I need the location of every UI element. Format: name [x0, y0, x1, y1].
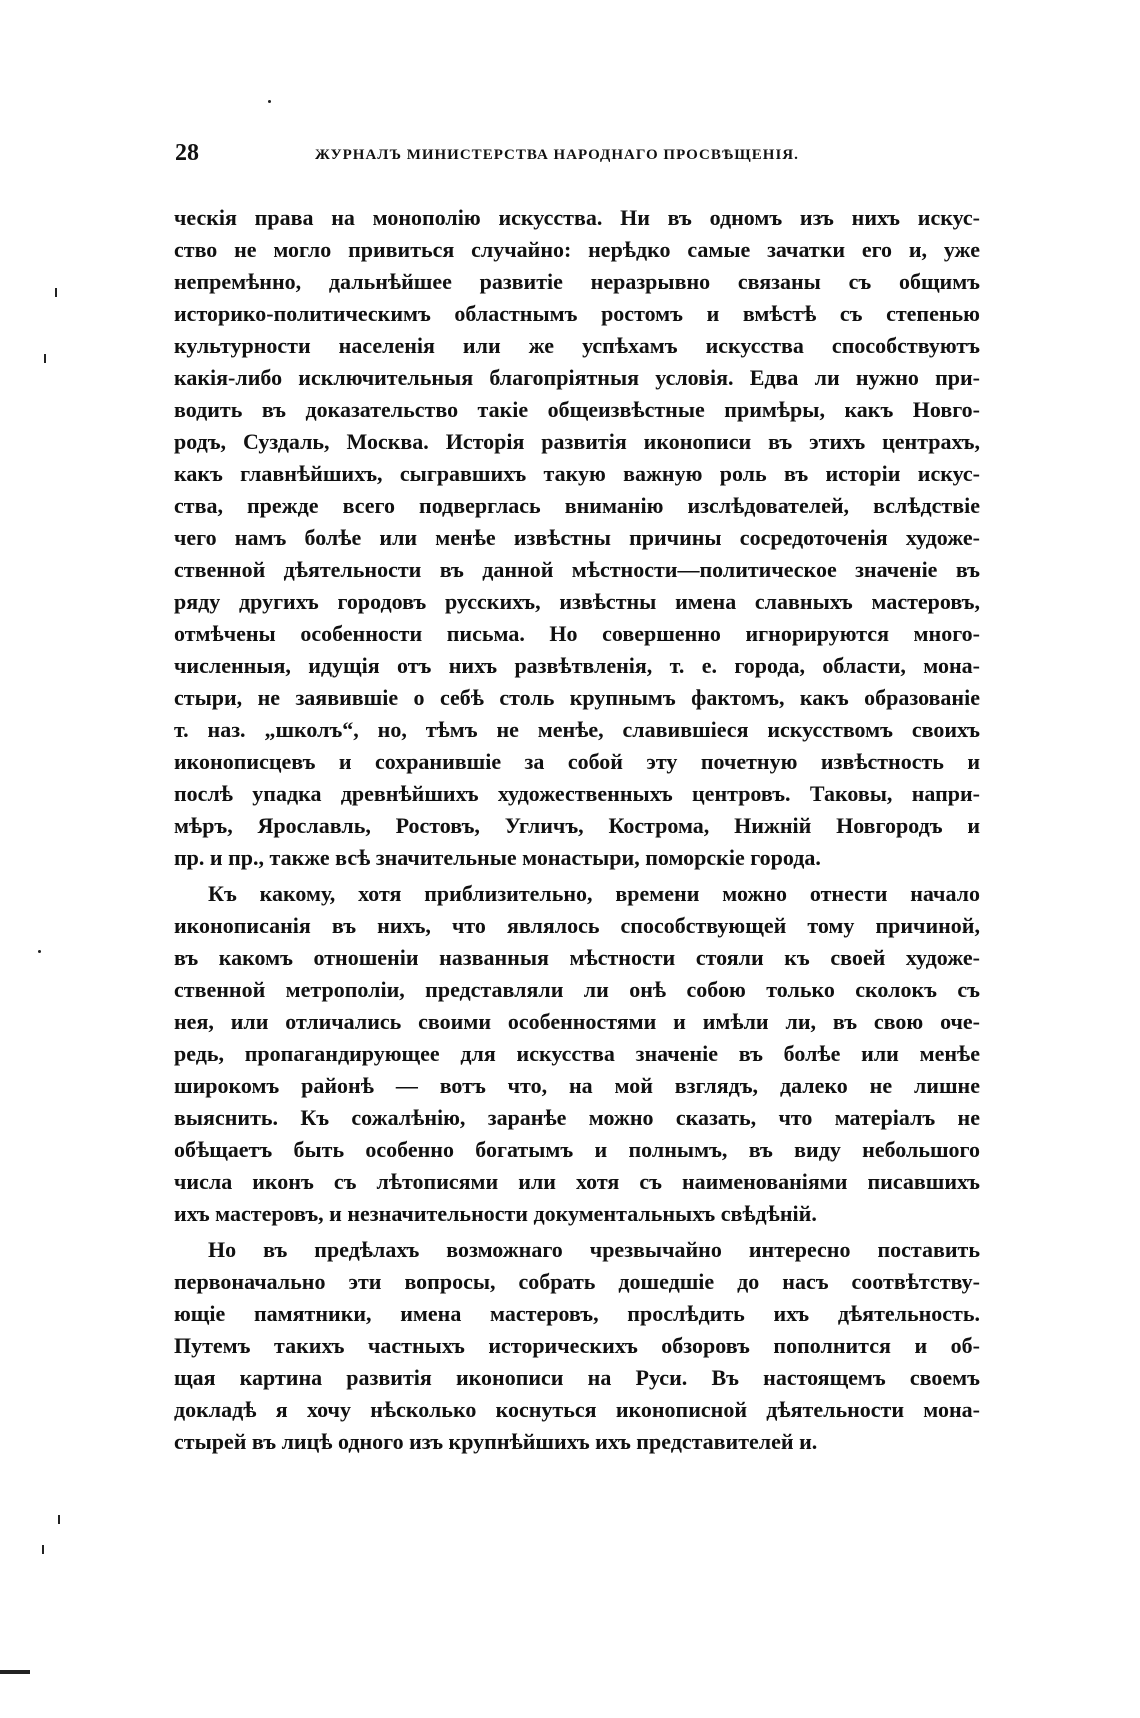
page-number: 28 — [175, 140, 199, 166]
text-line: какъ главнѣйшихъ, сыгравшихъ такую важную роль въ исторіи искус- — [174, 461, 980, 486]
text-line: культурности населенія или же успѣхамъ искусства способствуютъ — [174, 333, 980, 358]
text-line: первоначально эти вопросы, собрать дошедшіе до насъ соотвѣтству- — [174, 1269, 980, 1294]
page-header — [175, 140, 980, 176]
text-line: чего намъ болѣе или менѣе извѣстны причины сосредоточенія художе- — [174, 525, 980, 550]
text-line: ства, прежде всего подверглась вниманію изслѣдователей, вслѣдствіе — [174, 493, 980, 518]
text-line: ющіе памятники, имена мастеровъ, прослѣдить ихъ дѣятельность. — [174, 1301, 980, 1326]
text-line: выяснить. Къ сожалѣнію, заранѣе можно сказать, что матеріалъ не — [174, 1105, 980, 1130]
text-line: водить въ доказательство такіе общеизвѣстные примѣры, какъ Новго- — [174, 397, 980, 422]
text-line: широкомъ районѣ — вотъ что, на мой взглядъ, далеко не лишне — [174, 1073, 980, 1098]
scan-speck — [42, 1545, 44, 1554]
text-line: стыри, не заявившіе о себѣ столь крупнымъ фактомъ, какъ образованіе — [174, 685, 980, 710]
text-line: отмѣчены особенности письма. Но совершенно игнорируются много- — [174, 621, 980, 646]
text-line: пр. и пр., также всѣ значительные монастыри, поморскіе города. — [174, 845, 821, 870]
scan-speck — [44, 354, 46, 363]
text-line: мѣръ, Ярославль, Ростовъ, Угличъ, Кострома, Нижній Новгородъ и — [174, 813, 980, 838]
text-line: редь, пропагандирующее для искусства значеніе въ болѣе или менѣе — [174, 1041, 980, 1066]
text-line: непремѣнно, дальнѣйшее развитіе неразрывно связаны съ общимъ — [174, 269, 980, 294]
text-line: историко-политическимъ областнымъ ростомъ и вмѣстѣ съ степенью — [174, 301, 980, 326]
scan-speck — [58, 1515, 60, 1524]
text-line: числа иконъ съ лѣтописями или хотя съ наименованіями писавшихъ — [174, 1169, 980, 1194]
text-line: послѣ упадка древнѣйшихъ художественныхъ центровъ. Таковы, напри- — [174, 781, 980, 806]
text-line: докладѣ я хочу нѣсколько коснуться иконописной дѣятельности мона- — [174, 1397, 980, 1422]
running-title: ЖУРНАЛЪ МИНИСТЕРСТВА НАРОДНАГО ПРОСВѢЩЕНІЯ. — [315, 147, 799, 163]
text-line: обѣщаетъ быть особенно богатымъ и полнымъ, въ виду небольшого — [174, 1137, 980, 1162]
text-line: нея, или отличались своими особенностями и имѣли ли, въ свою оче- — [174, 1009, 980, 1034]
text-line: какія-либо исключительныя благопріятныя условія. Едва ли нужно при- — [174, 365, 980, 390]
text-line: ряду другихъ городовъ русскихъ, извѣстны имена славныхъ мастеровъ, — [174, 589, 980, 614]
text-line: ственной метрополіи, представляли ли онѣ собою только сколокъ съ — [174, 977, 980, 1002]
scan-speck — [38, 950, 41, 953]
text-line: ственной дѣятельности въ данной мѣстности—политическое значеніе въ — [174, 557, 980, 582]
paragraph — [174, 878, 980, 1230]
paragraph — [174, 1234, 980, 1458]
text-line: ихъ мастеровъ, и незначительности документальныхъ свѣдѣній. — [174, 1201, 817, 1226]
text-line: Къ какому, хотя приблизительно, времени можно отнести начало — [208, 881, 980, 906]
text-line: т. наз. „школъ“, но, тѣмъ не менѣе, славившіеся искусствомъ своихъ — [174, 717, 980, 742]
text-line: Но въ предѣлахъ возможнаго чрезвычайно интересно поставить — [208, 1237, 980, 1262]
paragraph — [174, 202, 980, 874]
text-line: численныя, идущія отъ нихъ развѣтвленія, т. е. города, области, мона- — [174, 653, 980, 678]
text-line: иконописанія въ нихъ, что являлось способствующей тому причиной, — [174, 913, 980, 938]
text-line: щая картина развитія иконописи на Руси. Въ настоящемъ своемъ — [174, 1365, 980, 1390]
body-text — [174, 202, 980, 1458]
text-line: въ какомъ отношеніи названныя мѣстности стояли къ своей художе- — [174, 945, 980, 970]
scan-edge-mark — [0, 1670, 30, 1674]
scan-speck — [55, 288, 57, 297]
text-line: ческія права на монополію искусства. Ни въ одномъ изъ нихъ искус- — [174, 205, 980, 230]
text-line: стырей въ лицѣ одного изъ крупнѣйшихъ ихъ представителей и. — [174, 1429, 818, 1454]
scan-speck — [268, 100, 271, 103]
text-line: ство не могло привиться случайно: нерѣдко самые зачатки его и, уже — [174, 237, 980, 262]
text-line: Путемъ такихъ частныхъ историческихъ обзоровъ пополнится и об- — [174, 1333, 980, 1358]
text-line: иконописцевъ и сохранившіе за собой эту почетную извѣстность и — [174, 749, 980, 774]
text-line: родъ, Суздаль, Москва. Исторія развитія иконописи въ этихъ центрахъ, — [174, 429, 980, 454]
